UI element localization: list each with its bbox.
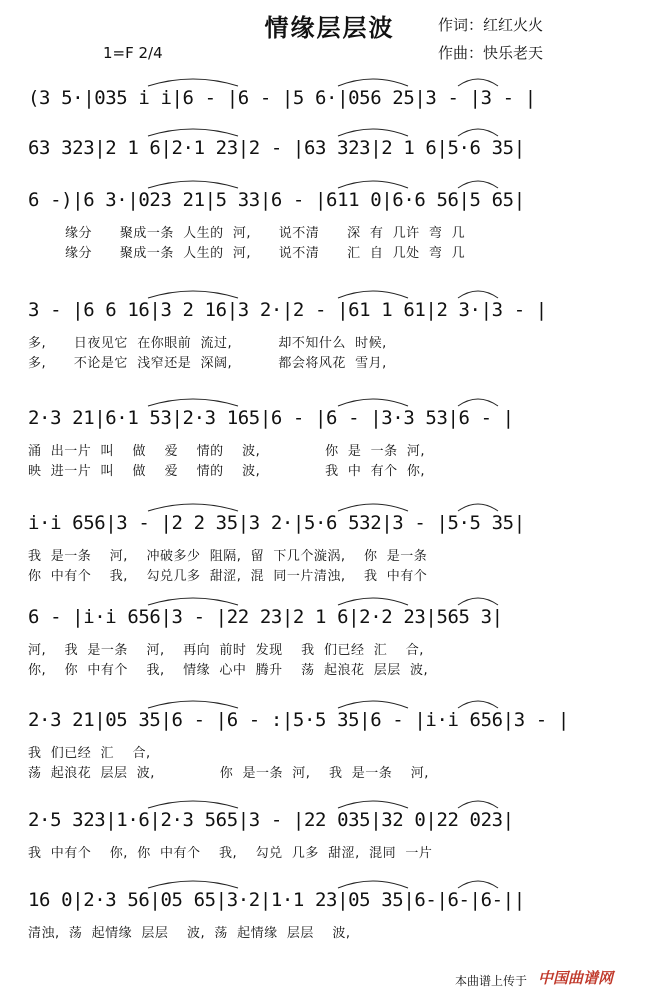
lyric-line: 映 进一片 叫 做 爱 情的 波, 我 中 有个 你, (28, 464, 426, 479)
song-title: 情缘层层波 (264, 14, 395, 42)
lyricist-credit: 作词：红红火火 (438, 16, 544, 34)
note-line: 2·3 21|6·1 53|2·3 165|6 - |6 - |3·3 53|6 - | (28, 407, 514, 429)
note-line: 3 - |6 6 16|3 2 16|3 2·|2 - |61 1 61|2 3·|3 - | (28, 299, 547, 321)
lyric-line: 清浊, 荡 起情缘 层层 波, 荡 起情缘 层层 波, (28, 926, 351, 941)
note-line: 16 0|2·3 56|05 65|3·2|1·1 23|05 35|6-|6-|6-|| (28, 889, 525, 911)
lyric-line: 你, 你 中有个 我, 情缘 心中 腾升 荡 起浪花 层层 波, (28, 663, 429, 678)
lyric-line: 缘分 聚成一条 人生的 河, 说不清 深 有 几许 弯 几 (28, 226, 466, 241)
lyric-line: 河, 我 是一条 河, 再向 前时 发现 我 们已经 汇 合, (28, 643, 424, 658)
lyric-line: 多, 不论是它 浅窄还是 深阔, 都会将风花 雪月, (28, 356, 387, 371)
note-line: 6 - |i·i 656|3 - |22 23|2 1 6|2·2 23|565 3| (28, 606, 503, 628)
lyric-line: 我 们已经 汇 合, (28, 746, 151, 761)
lyric-line: 我 中有个 你, 你 中有个 我, 勾兑 几多 甜涩, 混同 一片 (28, 846, 433, 861)
note-line: 2·3 21|05 35|6 - |6 - :|5·5 35|6 - |i·i 656|3 - | (28, 709, 569, 731)
note-line: 63 323|2 1 6|2·1 23|2 - |63 323|2 1 6|5·6 35| (28, 137, 525, 159)
lyric-line: 你 中有个 我, 勾兑几多 甜涩, 混 同一片清浊, 我 中有个 (28, 569, 428, 584)
note-line: 6 -)|6 3·|023 21|5 33|6 - |611 0|6·6 56|5 65| (28, 189, 525, 211)
note-line: 2·5 323|1·6|2·3 565|3 - |22 035|32 0|22 023| (28, 809, 514, 831)
site-logo: 中国曲谱网 (538, 969, 614, 987)
lyric-line: 涌 出一片 叫 做 爱 情的 波, 你 是 一条 河, (28, 444, 426, 459)
lyric-line: 缘分 聚成一条 人生的 河, 说不清 汇 自 几处 弯 几 (28, 246, 466, 261)
lyric-line: 多, 日夜见它 在你眼前 流过, 却不知什么 时候, (28, 336, 387, 351)
key-signature: 1=F 2/4 (103, 44, 163, 62)
note-line: i·i 656|3 - |2 2 35|3 2·|5·6 532|3 - |5·5 35| (28, 512, 525, 534)
upload-note: 本曲谱上传于 (455, 974, 528, 988)
lyric-line: 荡 起浪花 层层 波, 你 是一条 河, 我 是一条 河, (28, 766, 429, 781)
composer-credit: 作曲：快乐老天 (438, 44, 544, 62)
lyric-line: 我 是一条 河, 冲破多少 阻隔, 留 下几个漩涡, 你 是一条 (28, 549, 428, 564)
note-line: (3 5·|035 i i|6 - |6 - |5 6·|056 25|3 - |3 - | (28, 87, 536, 109)
